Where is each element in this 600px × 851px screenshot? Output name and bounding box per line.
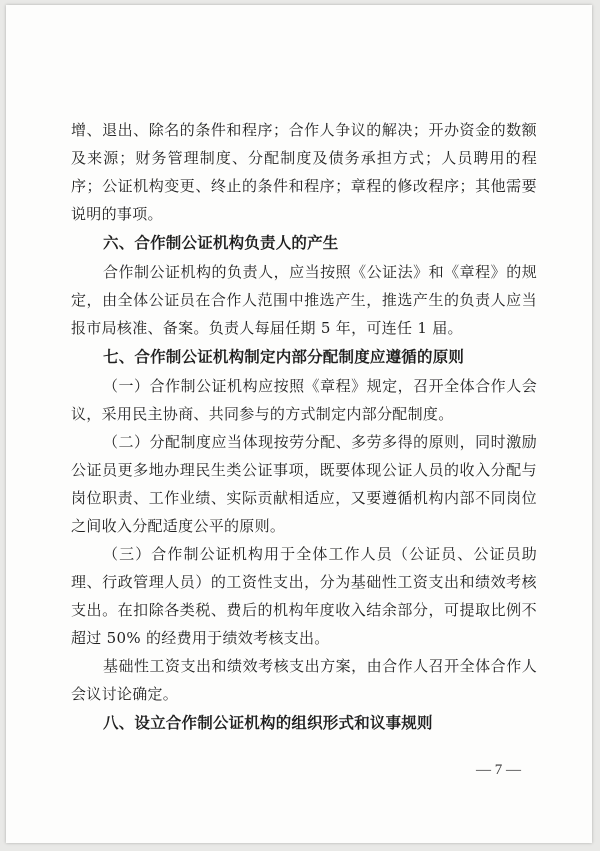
paragraph: （三）合作制公证机构用于全体工作人员（公证员、公证员助理、行政管理人员）的工资性支出，分为基础性工资支出和绩效考核支出。在扣除各类税、费后的机构年度收入结余部分，可提取比例不超过 50% 的经费用于绩效考核支出。	[71, 545, 537, 647]
document-page	[6, 5, 592, 843]
section-heading: 七、合作制公证机构制定内部分配制度应遵循的原则	[103, 348, 465, 366]
section-heading: 八、设立合作制公证机构的组织形式和议事规则	[103, 714, 433, 732]
paragraph: 基础性工资支出和绩效考核支出方案，由合作人召开全体合作人会议讨论确定。	[71, 657, 537, 703]
paragraph: 增、退出、除名的条件和程序；合作人争议的解决；开办资金的数额及来源；财务管理制度、分配制度及债务承担方式；人员聘用的程序；公证机构变更、终止的条件和程序；章程的修改程序；其他需要说明的事项。	[71, 121, 537, 223]
section-heading: 六、合作制公证机构负责人的产生	[103, 234, 339, 252]
document-body	[71, 116, 537, 738]
paragraph: 合作制公证机构的负责人，应当按照《公证法》和《章程》的规定，由全体公证员在合作人范围中推选产生，推选产生的负责人应当报市局核准、备案。负责人每届任期 5 年，可连任 1 届。	[71, 263, 537, 337]
page-number: — 7 —	[476, 762, 521, 778]
paragraph: （一）合作制公证机构应按照《章程》规定，召开全体合作人会议，采用民主协商、共同参与的方式制定内部分配制度。	[71, 377, 537, 423]
paragraph: （二）分配制度应当体现按劳分配、多劳多得的原则，同时激励公证员更多地办理民生类公证事项，既要体现公证人员的收入分配与岗位职责、工作业绩、实际贡献相适应，又要遵循机构内部不同岗位之间收入分配适度公平的原则。	[71, 433, 537, 535]
